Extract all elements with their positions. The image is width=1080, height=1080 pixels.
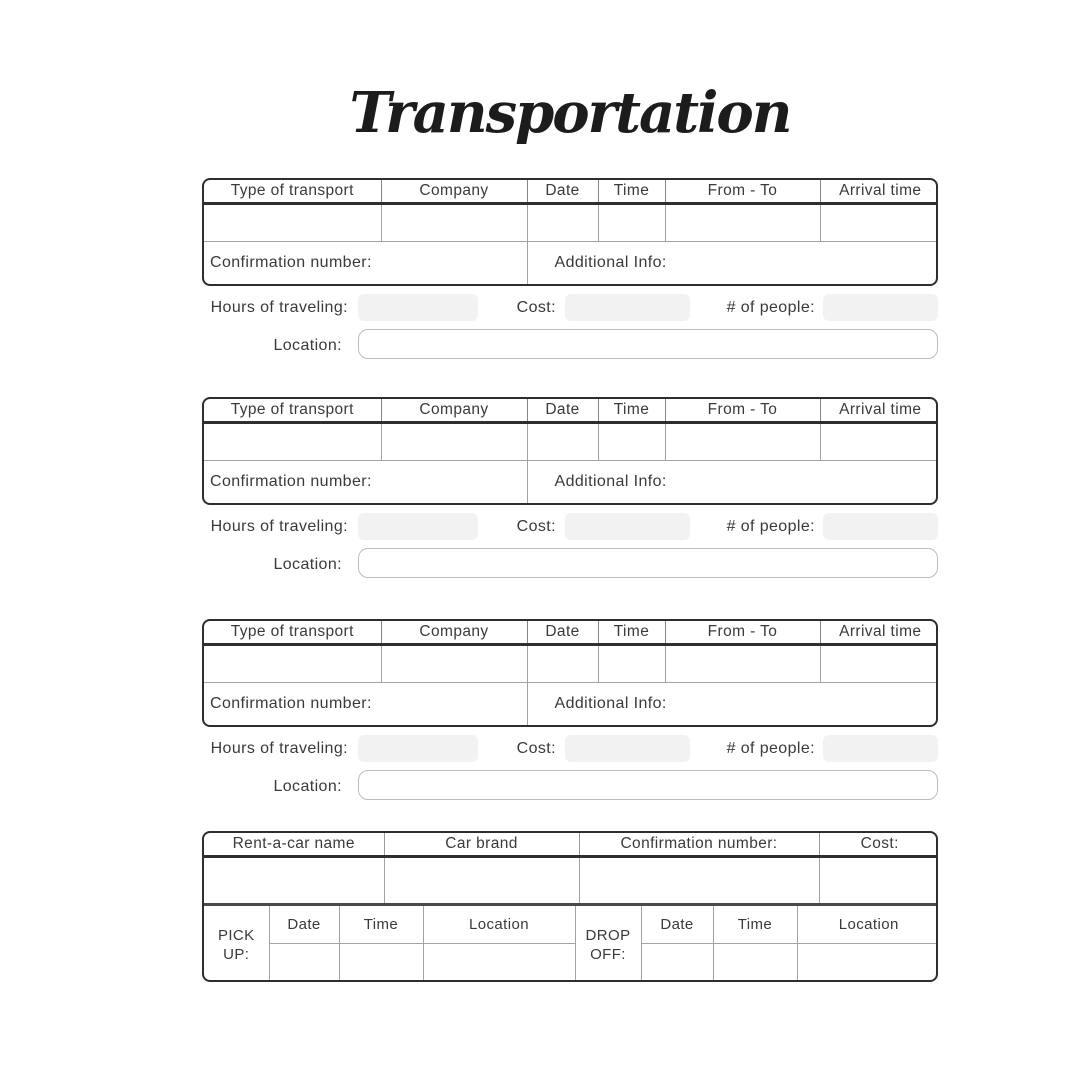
header-company: Company — [381, 399, 527, 422]
confirmation-number-label: Confirmation number: — [210, 253, 372, 271]
dropoff-cell-date[interactable] — [641, 944, 713, 983]
header-arrival-time: Arrival time — [820, 621, 938, 644]
cell-date[interactable] — [527, 644, 598, 682]
number-of-people-input[interactable] — [823, 513, 938, 540]
location-label: Location: — [273, 556, 342, 573]
header-type-of-transport: Type of transport — [204, 399, 381, 422]
confirmation-number-cell[interactable] — [204, 460, 527, 503]
header-type-of-transport: Type of transport — [204, 180, 381, 203]
additional-info-label: Additional Info: — [554, 253, 667, 271]
location-label: Location: — [273, 337, 342, 354]
rental-header-row — [204, 833, 938, 856]
cell-arrival-time[interactable] — [820, 422, 938, 460]
header-from-to: From - To — [665, 621, 820, 644]
cell-time[interactable] — [598, 203, 665, 241]
cell-car-brand[interactable] — [384, 856, 579, 903]
header-date: Date — [527, 399, 598, 422]
location-label: Location: — [273, 778, 342, 795]
confirmation-number-cell[interactable] — [204, 682, 527, 725]
additional-info-label: Additional Info: — [554, 694, 667, 712]
header-date: Date — [527, 180, 598, 203]
cell-type-of-transport[interactable] — [204, 203, 381, 241]
dropoff-header-date: Date — [641, 905, 713, 944]
cost-input[interactable] — [565, 513, 690, 540]
cost-label: Cost: — [516, 740, 556, 757]
cell-time[interactable] — [598, 644, 665, 682]
transport-entry-row — [204, 203, 938, 241]
number-of-people-input[interactable] — [823, 735, 938, 762]
header-company: Company — [381, 180, 527, 203]
transport-header-row — [204, 399, 938, 422]
hours-of-traveling-input[interactable] — [358, 513, 478, 540]
number-of-people-input[interactable] — [823, 294, 938, 321]
dropoff-cell-time[interactable] — [713, 944, 797, 983]
cell-company[interactable] — [381, 203, 527, 241]
cell-from-to[interactable] — [665, 644, 820, 682]
hours-of-traveling-label: Hours of traveling: — [210, 518, 348, 535]
cell-cost[interactable] — [819, 856, 938, 903]
pickup-dropoff-entry-row — [204, 944, 938, 983]
hours-of-traveling-input[interactable] — [358, 735, 478, 762]
pickup-cell-date[interactable] — [269, 944, 339, 983]
page-title: Transportation — [349, 80, 791, 146]
confirmation-number-cell[interactable] — [204, 241, 527, 284]
confirmation-number-label: Confirmation number: — [210, 472, 372, 490]
cell-arrival-time[interactable] — [820, 644, 938, 682]
header-from-to: From - To — [665, 180, 820, 203]
cell-time[interactable] — [598, 422, 665, 460]
transport-section-1 — [202, 178, 938, 363]
additional-info-cell[interactable] — [527, 682, 938, 725]
additional-info-label: Additional Info: — [554, 472, 667, 490]
pickup-header-date: Date — [269, 905, 339, 944]
number-of-people-label: # of people: — [726, 299, 815, 316]
header-time: Time — [598, 399, 665, 422]
number-of-people-label: # of people: — [726, 518, 815, 535]
cell-date[interactable] — [527, 203, 598, 241]
location-input[interactable] — [358, 770, 938, 800]
additional-info-cell[interactable] — [527, 241, 938, 284]
rental-car-table — [202, 831, 938, 982]
dropoff-label: DROP OFF: — [575, 905, 641, 983]
cell-confirmation-number[interactable] — [579, 856, 819, 903]
header-arrival-time: Arrival time — [820, 399, 938, 422]
pickup-header-time: Time — [339, 905, 423, 944]
cell-from-to[interactable] — [665, 203, 820, 241]
header-type-of-transport: Type of transport — [204, 621, 381, 644]
transport-header-row — [204, 621, 938, 644]
dropoff-header-time: Time — [713, 905, 797, 944]
transport-entry-row — [204, 422, 938, 460]
transport-section-2 — [202, 397, 938, 582]
dropoff-cell-location[interactable] — [797, 944, 938, 983]
dropoff-header-location: Location — [797, 905, 938, 944]
header-car-brand: Car brand — [384, 833, 579, 856]
cell-type-of-transport[interactable] — [204, 422, 381, 460]
transport-table — [202, 619, 938, 727]
pickup-cell-location[interactable] — [423, 944, 575, 983]
cell-arrival-time[interactable] — [820, 203, 938, 241]
transport-entry-row — [204, 644, 938, 682]
transport-section-3 — [202, 619, 938, 804]
transport-table — [202, 178, 938, 286]
pickup-header-location: Location — [423, 905, 575, 944]
cell-from-to[interactable] — [665, 422, 820, 460]
transport-table — [202, 397, 938, 505]
transport-header-row — [204, 180, 938, 203]
pickup-cell-time[interactable] — [339, 944, 423, 983]
number-of-people-label: # of people: — [726, 740, 815, 757]
cost-input[interactable] — [565, 294, 690, 321]
header-date: Date — [527, 621, 598, 644]
pickup-label: PICK UP: — [204, 905, 269, 983]
confirmation-number-label: Confirmation number: — [210, 694, 372, 712]
cost-label: Cost: — [516, 518, 556, 535]
hours-of-traveling-label: Hours of traveling: — [210, 299, 348, 316]
header-from-to: From - To — [665, 399, 820, 422]
header-time: Time — [598, 180, 665, 203]
confirmation-row — [204, 460, 938, 503]
header-rent-a-car-name: Rent-a-car name — [204, 833, 384, 856]
cell-type-of-transport[interactable] — [204, 644, 381, 682]
header-time: Time — [598, 621, 665, 644]
header-arrival-time: Arrival time — [820, 180, 938, 203]
header-company: Company — [381, 621, 527, 644]
cell-date[interactable] — [527, 422, 598, 460]
cost-input[interactable] — [565, 735, 690, 762]
hours-of-traveling-input[interactable] — [358, 294, 478, 321]
cost-label: Cost: — [516, 299, 556, 316]
location-input[interactable] — [358, 548, 938, 578]
header-confirmation-number: Confirmation number: — [579, 833, 819, 856]
confirmation-row — [204, 241, 938, 284]
cell-company[interactable] — [381, 422, 527, 460]
hours-of-traveling-label: Hours of traveling: — [210, 740, 348, 757]
cell-company[interactable] — [381, 644, 527, 682]
header-cost: Cost: — [819, 833, 938, 856]
pickup-dropoff-header-row — [204, 905, 938, 944]
cell-rent-a-car-name[interactable] — [204, 856, 384, 903]
additional-info-cell[interactable] — [527, 460, 938, 503]
confirmation-row — [204, 682, 938, 725]
location-input[interactable] — [358, 329, 938, 359]
rental-entry-row — [204, 856, 938, 903]
